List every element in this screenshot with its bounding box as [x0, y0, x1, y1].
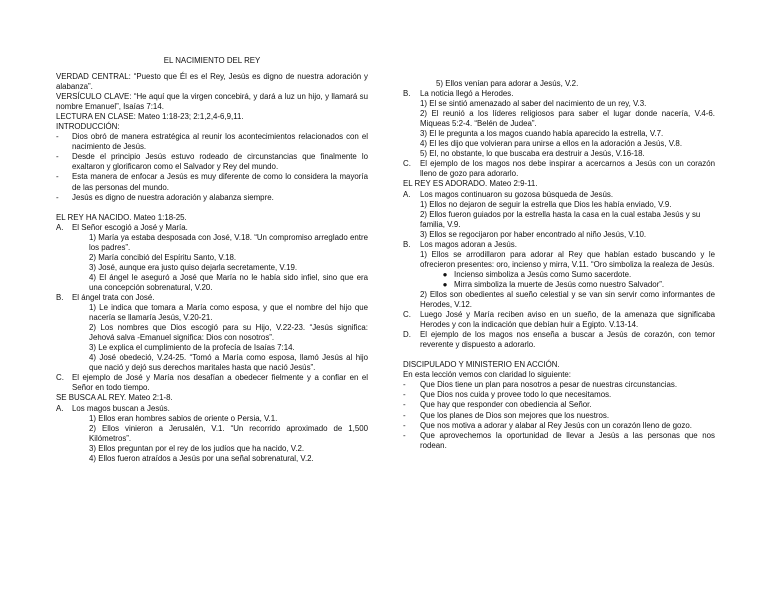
introduccion-heading: INTRODUCCIÓN: [56, 122, 120, 132]
lectura-en-clase: LECTURA EN CLASE: Mateo 1:18-23; 2:1,2,4-6,9,11. [56, 112, 244, 122]
list-item: 2) El reunió a los líderes religiosos para saber el lugar donde nacería, V.4-6. Miqueas 5:2-4. “Belén de Judea”. [420, 109, 715, 129]
document-title: EL NACIMIENTO DEL REY [163, 56, 261, 65]
section-point: B. Los magos adoran a Jesús. [403, 239, 517, 249]
list-item: 1) Ellos no dejaron de seguir la estrella que Dios les había enviado, V.9. [420, 199, 672, 209]
bullet-dot-icon: ● [442, 269, 448, 279]
intro-bullet: - Esta manera de enfocar a Jesús es muy diferente de como lo considera la mayoría de las personas del mundo. [56, 172, 368, 192]
intro-bullet: - Dios obró de manera estratégica al reunir los acontecimientos relacionados con el nacimiento de Jesús. [56, 132, 368, 152]
list-item: 3) Ellos preguntan por el rey de los judíos que ha nacido, V.2. [89, 443, 305, 453]
list-item: 2) Los nombres que Dios escogió para su Hijo, V.22-23. “Jesús significa: Jehová salva -Emanuel significa: Dios con nosotros”. [89, 323, 368, 343]
closing-bullet: - Que nos motiva a adorar y alabar al Rey Jesús con un corazón lleno de gozo. [403, 420, 692, 430]
left-column [56, 72, 368, 464]
list-item: 3) Ellos se regocijaron por haber encontrado al niño Jesús, V.10. [420, 229, 647, 239]
closing-bullet: - Que aprovechemos la oportunidad de llevar a Jesús a las personas que nos rodean. [403, 430, 715, 450]
list-item: 1) Ellos eran hombres sabios de oriente o Persia, V.1. [89, 413, 278, 423]
symbol-bullet: ● Mirra simboliza la muerte de Jesús como nuestro Salvador”. [403, 280, 715, 290]
section-point: A. Los magos buscan a Jesús. [56, 403, 170, 413]
list-item: 3) Le explica el cumplimiento de la profecía de Isaías 7:14. [89, 343, 295, 353]
list-item: 2) Ellos fueron guiados por la estrella hasta la casa en la cual estaba Jesús y su familia, V.9. [420, 209, 701, 229]
section-point: C. El ejemplo de los magos nos debe inspirar a acercarnos a Jesús con un corazón lleno de gozo para adorarlo. [403, 159, 715, 179]
section-point: B. La noticia llegó a Herodes. [403, 89, 514, 99]
verdad-central: VERDAD CENTRAL: “Puesto que Él es el Rey, Jesús es digno de nuestra adoración y alabanza”. [56, 72, 368, 92]
section-heading: SE BUSCA AL REY. Mateo 2:1-8. [56, 393, 173, 403]
section-point: A. Los magos continuaron su gozosa búsqueda de Jesús. [403, 189, 614, 199]
bullet-dot-icon: ● [442, 279, 448, 289]
list-item: 3) José, aunque era justo quiso dejarla secretamente, V.19. [89, 262, 298, 272]
list-item: 2) Ellos vinieron a Jerusalén, V.1. “Un recorrido aproximado de 1,500 Kilómetros”. [89, 423, 368, 443]
section-lead: En esta lección vemos con claridad lo siguiente: [403, 370, 571, 380]
intro-bullet: - Desde el principio Jesús estuvo rodeado de circunstancias que finalmente lo exaltaron y glorificaron como el Salvador y Rey del mundo. [56, 152, 368, 172]
list-item: 4) Ellos fueron atraídos a Jesús por una señal sobrenatural, V.2. [89, 453, 314, 463]
list-item: 1) Le indica que tomara a María como esposa, y que el nombre del hijo que nacería se llamaría Jesús, V.20-21. [89, 303, 368, 323]
list-item: 1) El se sintió amenazado al saber del nacimiento de un rey, V.3. [420, 99, 647, 109]
section-point: D. El ejemplo de los magos nos enseña a buscar a Jesús de corazón, con temor reverente y dispuesto a adorarlo. [403, 330, 715, 350]
closing-bullet: - Que hay que responder con obediencia al Señor. [403, 400, 592, 410]
closing-bullet: - Que Dios tiene un plan para nosotros a pesar de nuestras circunstancias. [403, 380, 678, 390]
section-heading: EL REY ES ADORADO. Mateo 2:9-11. [403, 179, 538, 189]
list-item: 1) Ellos se arrodillaron para adorar al Rey que habían estado buscando y le ofrecieron presentes: oro, incienso y mirra, V.11. “Oro simboliza la realeza de Jesús. [420, 249, 715, 269]
section-point: B. El ángel trata con José. [56, 292, 155, 302]
list-item: 5) El, no obstante, lo que buscaba era destruir a Jesús, V.16-18. [420, 149, 645, 159]
list-item: 2) María concibió del Espíritu Santo, V.18. [89, 252, 237, 262]
list-item: 4) El les dijo que volvieran para unirse a ellos en la adoración a Jesús, V.8. [420, 139, 683, 149]
intro-bullet: - Jesús es digno de nuestra adoración y alabanza siempre. [56, 192, 274, 202]
section-point: A. El Señor escogió a José y María. [56, 222, 188, 232]
section-heading: EL REY HA NACIDO. Mateo 1:18-25. [56, 212, 187, 222]
list-item: 4) El ángel le aseguró a José que María no le había sido infiel, sino que era una concepción sobrenatural, V.20. [89, 272, 368, 292]
right-column [403, 79, 715, 451]
versiculo-clave: VERSÍCULO CLAVE: “He aquí que la virgen concebirá, y dará a luz un hijo, y llamará su nombre Emanuel”, Isaías 7:14. [56, 92, 368, 112]
section-heading: DISCIPULADO Y MINISTERIO EN ACCIÓN. [403, 360, 560, 370]
section-point: C. Luego José y María reciben aviso en un sueño, de la amenaza que significaba Herodes y con la indicación que debían huir a Egipto. V.13-14. [403, 310, 715, 330]
list-item: 2) Ellos son obedientes al sueño celestial y se van sin servir como informantes de Herodes, V.12. [420, 289, 715, 310]
closing-bullet: - Que los planes de Dios son mejores que los nuestros. [403, 410, 610, 420]
list-item: 5) Ellos venían para adorar a Jesús, V.2. [436, 79, 579, 88]
list-item: 3) El le pregunta a los magos cuando había aparecido la estrella, V.7. [420, 129, 664, 139]
closing-bullet: - Que Dios nos cuida y provee todo lo que necesitamos. [403, 390, 612, 400]
section-point: C. El ejemplo de José y María nos desafían a obedecer fielmente y a confiar en el Señor en todo tiempo. [56, 373, 368, 393]
list-item: 1) María ya estaba desposada con José, V.18. “Un compromiso arreglado entre los padres”. [89, 232, 368, 252]
list-item: 4) José obedeció, V.24-25. “Tomó a María como esposa, llamó Jesús al hijo que nació y dejó sus derechos maritales hasta que nació Jesús”. [89, 353, 368, 373]
symbol-bullet: ● Incienso simboliza a Jesús como Sumo sacerdote. [403, 270, 715, 280]
